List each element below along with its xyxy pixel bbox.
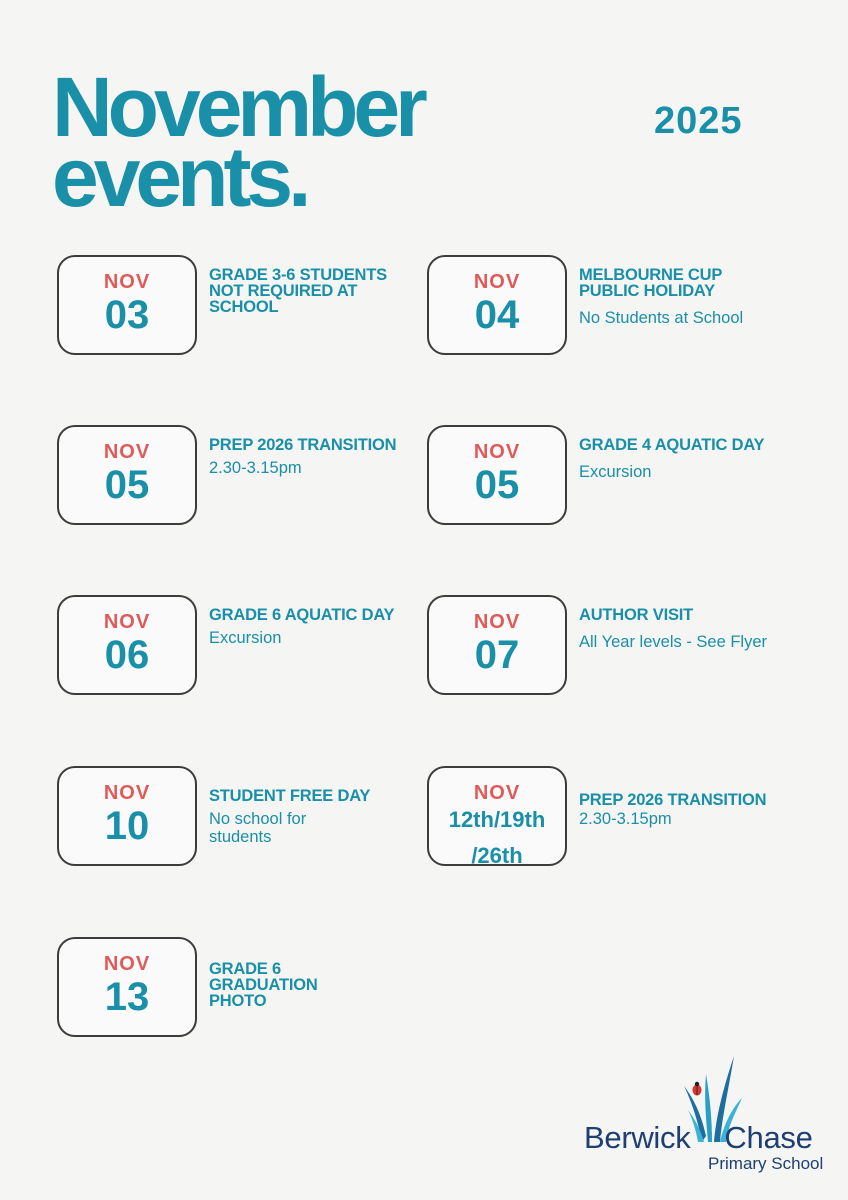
event-month: NOV [103,441,151,463]
date-box [427,425,567,525]
event-info [209,437,414,477]
event-day [429,802,565,874]
event-day: 03 [104,293,150,337]
event-month: NOV [473,782,521,804]
event-title: PREP 2026 TRANSITION [579,791,767,809]
date-box [57,766,197,866]
event-description: 2.30-3.15pm [579,810,672,828]
page-title [52,60,423,224]
event-description: 2.30-3.15pm [209,459,302,477]
event-month: NOV [103,271,151,293]
event-description: No school for students [209,810,307,846]
event-day: 05 [104,463,150,507]
date-box [57,425,197,525]
event-info [579,437,784,481]
event-title: STUDENT FREE DAY [209,787,371,805]
event-title: GRADE 3-6 STUDENTS NOT REQUIRED AT SCHOOL [209,266,387,316]
school-logo [580,1052,830,1177]
date-box [427,595,567,695]
event-info [209,607,414,647]
event-info [209,788,414,846]
event-month: NOV [103,782,151,804]
event-month: NOV [103,611,151,633]
event-title: GRADE 6 GRADUATION PHOTO [209,960,318,1010]
date-box [427,766,567,866]
date-box [57,255,197,355]
event-info [579,267,784,327]
event-month: NOV [103,953,151,975]
event-day: 13 [104,975,150,1019]
date-box [427,255,567,355]
event-description: No Students at School [579,309,744,327]
title-line-2: events. [52,130,307,224]
event-day: 04 [474,293,520,337]
event-info [579,607,784,651]
event-info [209,961,359,1009]
event-description: Excursion [579,463,652,481]
year-label: 2025 [654,100,743,142]
logo-name [584,1120,813,1156]
event-day-line-2: /26th [471,843,523,868]
logo-name-part2: Chase [724,1120,813,1155]
logo-subtitle: Primary School [708,1154,824,1173]
logo-name-part1: Berwick [584,1120,691,1155]
event-title: GRADE 6 AQUATIC DAY [209,606,395,624]
event-day: 10 [104,804,150,848]
event-month: NOV [473,271,521,293]
title-line-1: November [52,60,423,154]
event-info [209,267,414,315]
event-day: 06 [104,633,150,677]
event-title: GRADE 4 AQUATIC DAY [579,436,765,454]
event-title: MELBOURNE CUP PUBLIC HOLIDAY [579,266,722,300]
event-description: Excursion [209,629,282,647]
event-day: 07 [474,633,520,677]
event-description: All Year levels - See Flyer [579,633,768,651]
event-title: PREP 2026 TRANSITION [209,436,397,454]
event-info [579,792,784,828]
date-box [57,595,197,695]
event-title: AUTHOR VISIT [579,606,694,624]
event-month: NOV [473,611,521,633]
event-day-line-1: 12th/19th [448,807,546,832]
event-day: 05 [474,463,520,507]
date-box [57,937,197,1037]
event-month: NOV [473,441,521,463]
